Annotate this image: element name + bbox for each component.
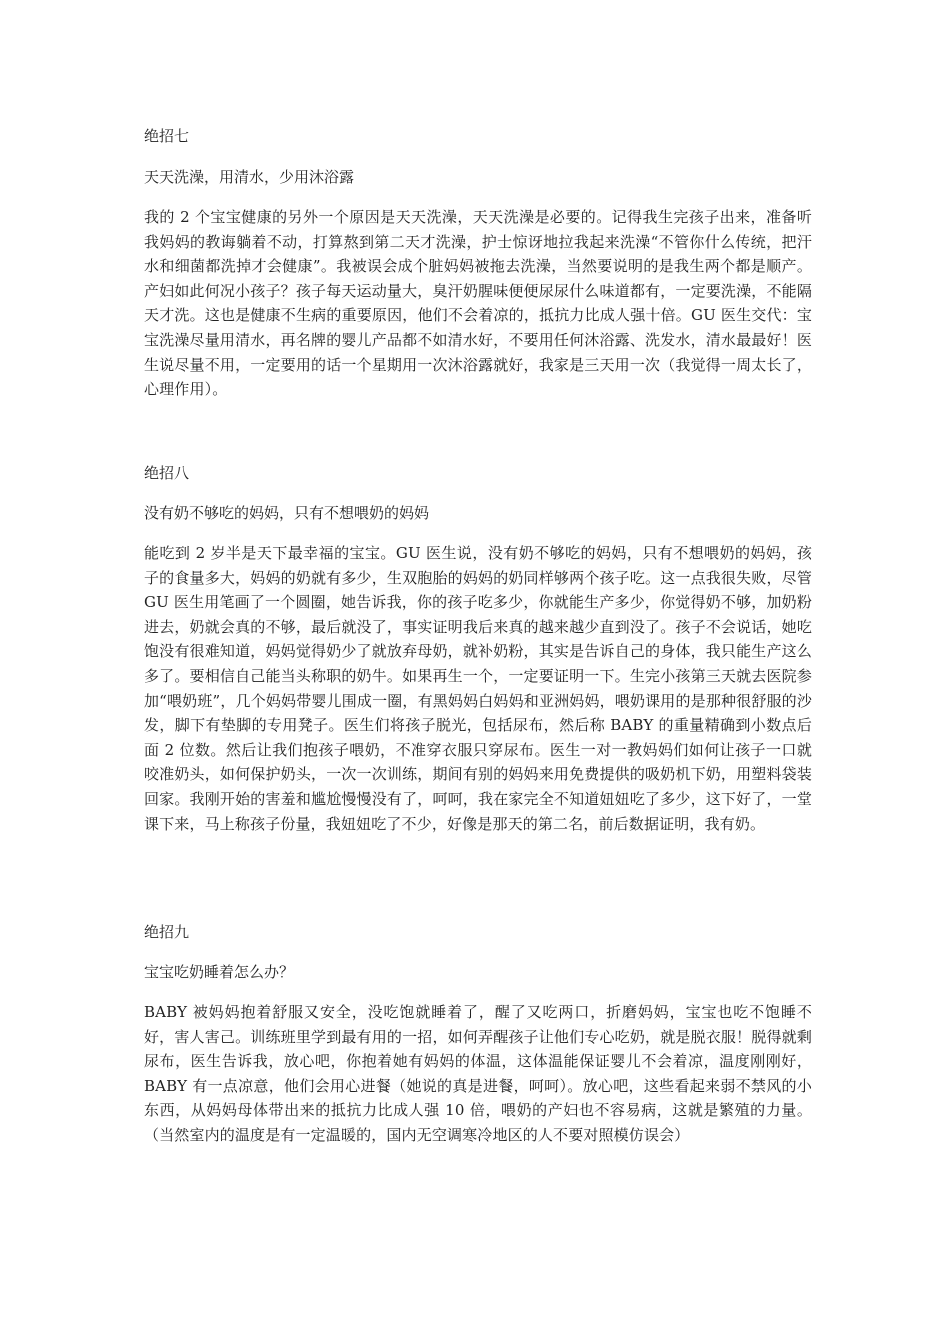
section-heading: 绝招七 (144, 127, 190, 145)
section-body: 我的 2 个宝宝健康的另外一个原因是天天洗澡，天天洗澡是必要的。记得我生完孩子出来，准备听我妈妈的教诲躺着不动，打算熬到第二天才洗澡，护士惊讶地拉我起来洗澡“不管你什么传统，把汗水和细菌都洗掉才会健康”。我被误会成个脏妈妈被拖去洗澡，当然要说明的是我生两个都是顺产。产妇如此何况小孩子？孩子每天运动量大，臭汗奶腥味便便尿尿什么味道都有，一定要洗澡，不能隔天才洗。这也是健康不生病的重要原因，他们不会着凉的，抵抗力比成人强十倍。GU 医生交代：宝宝洗澡尽量用清水，再名牌的婴儿产品都不如清水好，不要用任何沐浴露、洗发水，清水最最好！医生说尽量不用，一定要用的话一个星期用一次沐浴露就好，我家是三天用一次（我觉得一周太长了，心理作用）。 (144, 208, 812, 399)
section-subheading: 宝宝吃奶睡着怎么办？ (144, 963, 295, 981)
section-tip-8-body (144, 541, 812, 836)
section-tip-7-body (144, 205, 812, 402)
section-tip-9 (144, 920, 812, 944)
section-heading: 绝招八 (144, 464, 190, 482)
section-tip-8 (144, 461, 812, 485)
section-tip-9-subheading (144, 960, 812, 984)
section-body: 能吃到 2 岁半是天下最幸福的宝宝。GU 医生说，没有奶不够吃的妈妈，只有不想喂奶的妈妈，孩子的食量多大，妈妈的奶就有多少，生双胞胎的妈妈的奶同样够两个孩子吃。这一点我很失败，尽管 GU 医生用笔画了一个圆圈，她告诉我，你的孩子吃多少，你就能生产多少，你觉得奶不够，加奶粉进去，奶就会真的不够，最后就没了，事实证明我后来真的越来越少直到没了。孩子不会说话，她吃饱没有很难知道，妈妈觉得奶少了就放弃母奶，就补奶粉，其实是告诉自己的身体，我只能生产这么多了。要相信自己能当头称职的奶牛。如果再生一个，一定要证明一下。生完小孩第三天就去医院参加“喂奶班”，几个妈妈带婴儿围成一圈，有黑妈妈白妈妈和亚洲妈妈，喂奶课用的是那种很舒服的沙发，脚下有垫脚的专用凳子。医生们将孩子脱光，包括尿布，然后称 BABY 的重量精确到小数点后面 2 位数。然后让我们抱孩子喂奶，不准穿衣服只穿尿布。医生一对一教妈妈们如何让孩子一口就咬准奶头，如何保护奶头，一次一次训练，期间有别的妈妈来用免费提供的吸奶机下奶，用塑料袋装回家。我刚开始的害羞和尴尬慢慢没有了，呵呵，我在家完全不知道妞妞吃了多少，这下好了，一堂课下来，马上称孩子份量，我妞妞吃了不少，好像是那天的第二名，前后数据证明，我有奶。 (144, 544, 812, 833)
section-heading: 绝招九 (144, 923, 190, 941)
section-tip-8-subheading (144, 501, 812, 525)
section-tip-7 (144, 124, 812, 148)
section-subheading: 天天洗澡，用清水，少用沐浴露 (144, 168, 355, 186)
section-tip-7-subheading (144, 165, 812, 189)
section-subheading: 没有奶不够吃的妈妈，只有不想喂奶的妈妈 (144, 504, 430, 522)
section-tip-9-body (144, 1000, 812, 1148)
section-body: BABY 被妈妈抱着舒服又安全，没吃饱就睡着了，醒了又吃两口，折磨妈妈，宝宝也吃不饱睡不好，害人害己。训练班里学到最有用的一招，如何弄醒孩子让他们专心吃奶，就是脱衣服！脱得就剩尿布，医生告诉我，放心吧，你抱着她有妈妈的体温，这体温能保证婴儿不会着凉，温度刚刚好，BABY 有一点凉意，他们会用心进餐（她说的真是进餐，呵呵）。放心吧，这些看起来弱不禁风的小东西，从妈妈母体带出来的抵抗力比成人强 10 倍，喂奶的产妇也不容易病，这就是繁殖的力量。（当然室内的温度是有一定温暖的，国内无空调寒冷地区的人不要对照模仿误会） (144, 1003, 812, 1144)
